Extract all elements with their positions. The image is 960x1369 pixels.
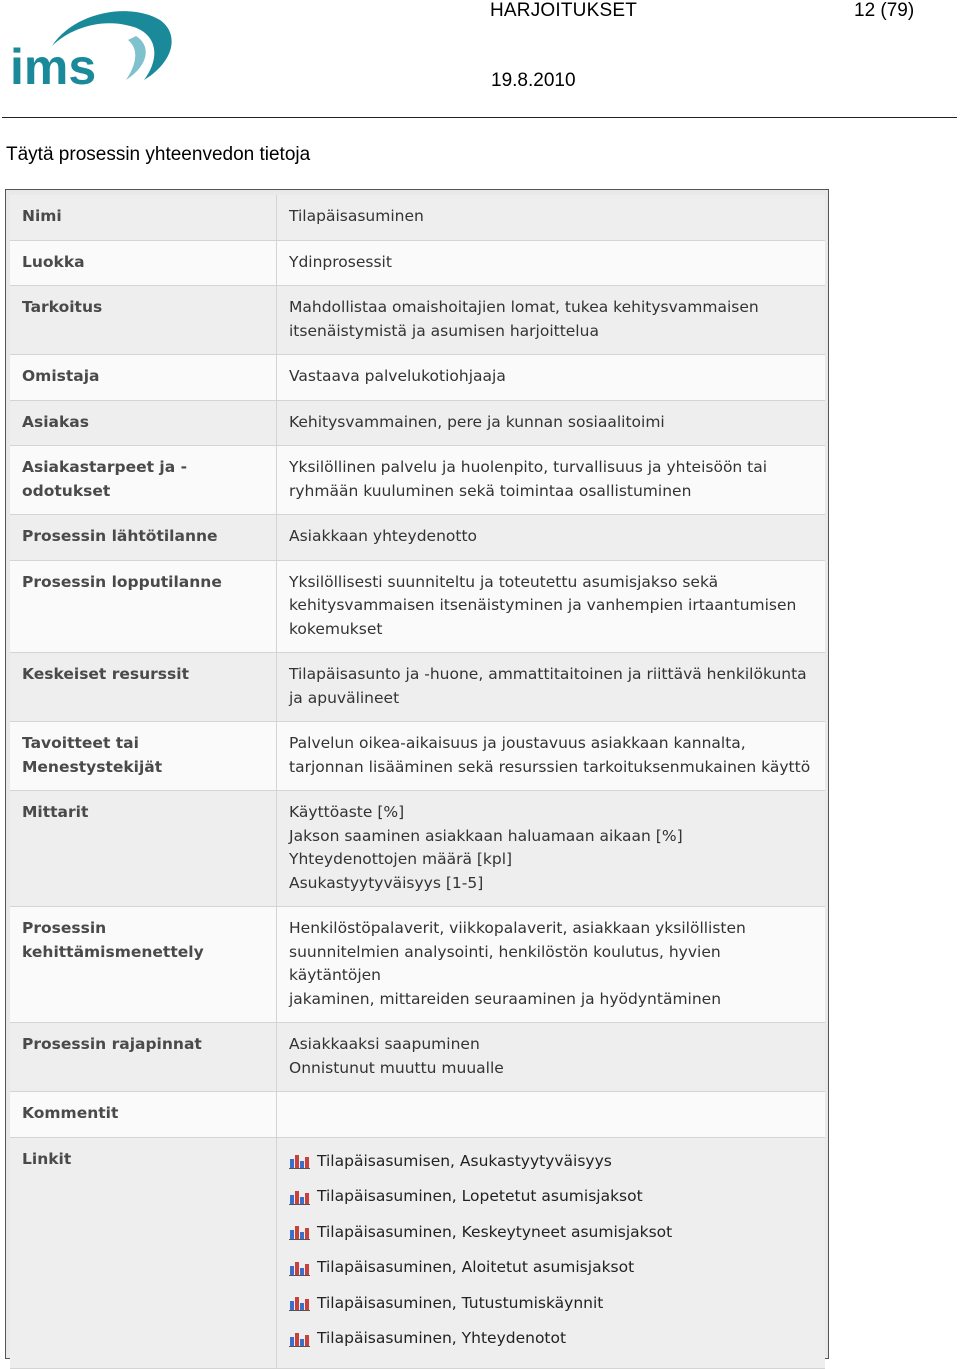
summary-row-mittarit bbox=[10, 790, 825, 906]
value-line: ja apuvälineet bbox=[289, 688, 400, 707]
summary-row-tarkoitus bbox=[10, 285, 825, 354]
page-number: 12 (79) bbox=[854, 0, 915, 21]
value-line: Yksilöllinen palvelu ja huolenpito, turvallisuus ja yhteisöön tai bbox=[289, 458, 768, 476]
report-link-label[interactable]: Tilapäisasuminen, Yhteydenotot bbox=[317, 1329, 567, 1347]
value-line: Palvelun oikea-aikaisuus ja joustavuus asiakkaan kannalta, bbox=[289, 734, 746, 752]
field-value bbox=[277, 515, 825, 560]
report-link-label[interactable]: Tilapäisasuminen, Aloitetut asumisjaksot bbox=[317, 1258, 635, 1276]
field-value bbox=[277, 1023, 825, 1091]
field-value bbox=[277, 401, 825, 446]
bar-chart-icon bbox=[289, 1224, 311, 1240]
summary-row-prosessin-kehittamismenettely bbox=[10, 906, 825, 1022]
field-value bbox=[277, 195, 825, 240]
report-link[interactable] bbox=[289, 1215, 814, 1251]
report-link-label[interactable]: Tilapäisasuminen, Tutustumiskäynnit bbox=[317, 1293, 604, 1312]
intro-text: Täytä prosessin yhteenvedon tietoja bbox=[6, 144, 311, 165]
field-value bbox=[277, 791, 825, 906]
value-line: Henkilöstöpalaverit, viikkopalaverit, asiakkaan yksilöllisten bbox=[289, 919, 746, 937]
summary-row-prosessin-lopputilanne bbox=[10, 560, 825, 653]
value-line: Tilapäisasuminen bbox=[289, 207, 424, 225]
value-line: Onnistunut muuttu muualle bbox=[289, 1058, 504, 1077]
field-label: Prosessin kehittämismenettely bbox=[10, 907, 277, 1022]
report-link[interactable] bbox=[289, 1144, 814, 1180]
report-link-label[interactable]: Tilapäisasuminen, Lopetetut asumisjaksot bbox=[317, 1187, 643, 1205]
summary-row-nimi bbox=[10, 195, 825, 240]
summary-row-keskeiset-resurssit bbox=[10, 652, 825, 721]
value-line: Kehitysvammainen, pere ja kunnan sosiaalitoimi bbox=[289, 412, 665, 431]
value-line: Ydinprosessit bbox=[289, 252, 392, 271]
value-line: tarjonnan lisääminen sekä resurssien tarkoituksenmukainen käyttö bbox=[289, 757, 811, 776]
report-link[interactable] bbox=[289, 1321, 814, 1357]
summary-row-kommentit bbox=[10, 1091, 825, 1137]
field-value bbox=[277, 446, 825, 514]
field-label: Tavoitteet tai Menestystekijät bbox=[10, 722, 277, 790]
summary-row-linkit bbox=[10, 1137, 825, 1369]
field-label: Nimi bbox=[10, 195, 277, 240]
document-title: HARJOITUKSET bbox=[490, 0, 638, 21]
summary-row-asiakas bbox=[10, 400, 825, 446]
report-link[interactable] bbox=[289, 1286, 814, 1322]
bar-chart-icon bbox=[289, 1295, 311, 1311]
value-line: Jakson saaminen asiakkaan haluamaan aikaan [%] bbox=[289, 826, 683, 845]
field-label: Mittarit bbox=[10, 791, 277, 906]
field-value bbox=[277, 1138, 825, 1368]
logo-text: ims bbox=[10, 39, 97, 92]
bar-chart-icon bbox=[289, 1189, 311, 1205]
summary-row-tavoitteet-tai-menestystekijat bbox=[10, 721, 825, 790]
field-value bbox=[277, 241, 825, 286]
field-value bbox=[277, 722, 825, 790]
value-line: Yksilöllisesti suunniteltu ja toteutettu asumisjakso sekä bbox=[289, 572, 719, 591]
value-line: suunnitelmien analysointi, henkilöstön koulutus, hyvien käytäntöjen bbox=[289, 942, 721, 984]
field-value bbox=[277, 561, 825, 653]
value-line: Asiakkaaksi saapuminen bbox=[289, 1035, 480, 1053]
process-summary-table bbox=[10, 195, 825, 1369]
value-line: Käyttöaste [%] bbox=[289, 803, 405, 821]
header-divider bbox=[2, 117, 957, 118]
summary-row-luokka bbox=[10, 240, 825, 286]
field-value bbox=[277, 286, 825, 354]
field-label: Linkit bbox=[10, 1138, 277, 1368]
field-label: Keskeiset resurssit bbox=[10, 653, 277, 721]
field-label: Prosessin lopputilanne bbox=[10, 561, 277, 653]
field-label: Kommentit bbox=[10, 1092, 277, 1137]
bar-chart-icon bbox=[289, 1260, 311, 1276]
field-label: Asiakas bbox=[10, 401, 277, 446]
ims-logo bbox=[8, 6, 178, 92]
report-link-label[interactable]: Tilapäisasumisen, Asukastyytyväisyys bbox=[317, 1151, 612, 1170]
bar-chart-icon bbox=[289, 1153, 311, 1169]
field-label: Prosessin lähtötilanne bbox=[10, 515, 277, 560]
value-line: Vastaava palvelukotiohjaaja bbox=[289, 367, 506, 385]
value-line: kokemukset bbox=[289, 619, 383, 638]
field-label: Omistaja bbox=[10, 355, 277, 400]
summary-row-asiakastarpeet-ja-odotukset bbox=[10, 445, 825, 514]
field-value bbox=[277, 907, 825, 1022]
summary-row-prosessin-rajapinnat bbox=[10, 1022, 825, 1091]
value-line: itsenäistymistä ja asumisen harjoittelua bbox=[289, 321, 599, 340]
value-line: ryhmään kuuluminen sekä toimintaa osallistuminen bbox=[289, 481, 692, 500]
field-label: Luokka bbox=[10, 241, 277, 286]
report-link-label[interactable]: Tilapäisasuminen, Keskeytyneet asumisjaksot bbox=[317, 1222, 673, 1241]
value-line: Asukastyytyväisyys [1-5] bbox=[289, 873, 484, 892]
bar-chart-icon bbox=[289, 1331, 311, 1347]
logo-swoosh-inner bbox=[126, 36, 146, 80]
summary-row-prosessin-lahtotilanne bbox=[10, 514, 825, 560]
value-line: jakaminen, mittareiden seuraaminen ja hyödyntäminen bbox=[289, 989, 722, 1008]
field-value bbox=[277, 355, 825, 400]
value-line: Tilapäisasunto ja -huone, ammattitaitoinen ja riittävä henkilökunta bbox=[289, 665, 807, 683]
report-link[interactable] bbox=[289, 1179, 814, 1215]
value-line: Yhteydenottojen määrä [kpl] bbox=[289, 850, 513, 868]
report-link[interactable] bbox=[289, 1250, 814, 1286]
field-value bbox=[277, 1092, 825, 1137]
field-label: Prosessin rajapinnat bbox=[10, 1023, 277, 1091]
value-line: Mahdollistaa omaishoitajien lomat, tukea kehitysvammaisen bbox=[289, 298, 759, 316]
document-date: 19.8.2010 bbox=[491, 70, 576, 91]
summary-row-omistaja bbox=[10, 354, 825, 400]
field-value bbox=[277, 653, 825, 721]
field-label: Asiakastarpeet ja -odotukset bbox=[10, 446, 277, 514]
value-line: Asiakkaan yhteydenotto bbox=[289, 527, 478, 545]
value-line: kehitysvammaisen itsenäistyminen ja vanhempien irtaantumisen bbox=[289, 596, 797, 614]
field-label: Tarkoitus bbox=[10, 286, 277, 354]
